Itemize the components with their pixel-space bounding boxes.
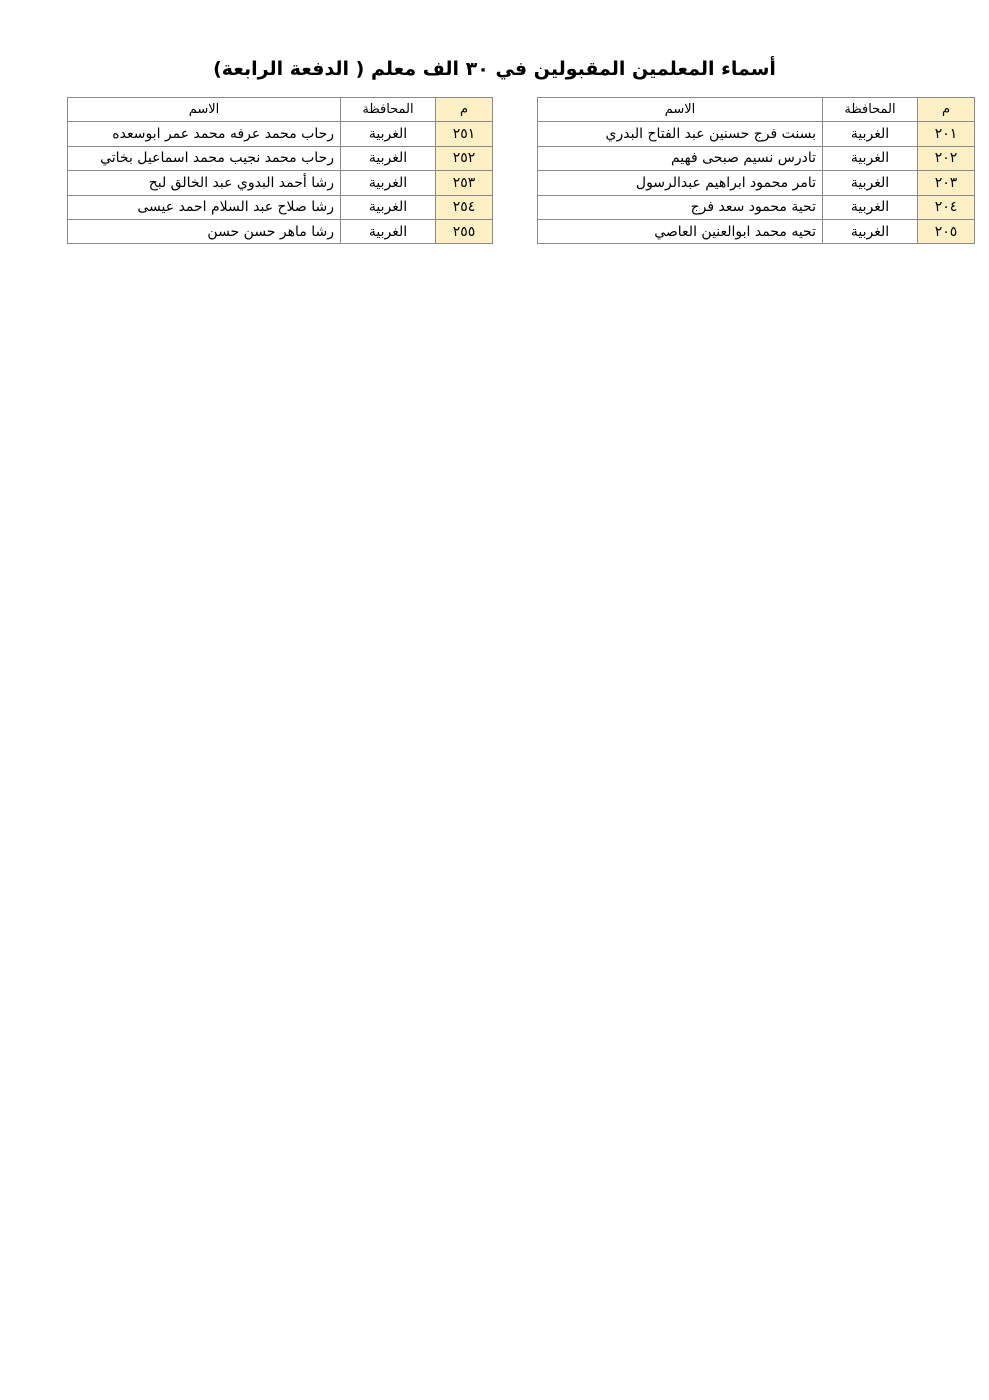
table-row: [538, 171, 975, 195]
row-name: تحيه محمد ابوالعنين العاصي: [538, 219, 823, 243]
table-row: [68, 146, 493, 170]
row-number: ٢٥٤: [436, 195, 493, 219]
row-name: تامر محمود ابراهيم عبدالرسول: [538, 171, 823, 195]
row-name: تحية محمود سعد فرج: [538, 195, 823, 219]
row-governorate: الغربية: [823, 122, 918, 146]
num-header: م: [918, 98, 975, 122]
row-governorate: الغربية: [823, 195, 918, 219]
row-governorate: الغربية: [341, 146, 436, 170]
row-number: ٢٠٣: [918, 171, 975, 195]
table-row: [538, 195, 975, 219]
left-table: [67, 97, 493, 244]
row-governorate: الغربية: [341, 122, 436, 146]
right-table: [537, 97, 975, 244]
table-row: [538, 122, 975, 146]
table-row: [68, 171, 493, 195]
row-name: رحاب محمد عرفه محمد عمر ابوسعده: [68, 122, 341, 146]
row-number: ٢٠٤: [918, 195, 975, 219]
governorate-header: المحافظة: [341, 98, 436, 122]
row-name: رشا أحمد البدوي عبد الخالق لبح: [68, 171, 341, 195]
row-name: رشا ماهر حسن حسن: [68, 219, 341, 243]
row-name: رحاب محمد نجيب محمد اسماعيل بخاتي: [68, 146, 341, 170]
row-name: رشا صلاح عبد السلام احمد عيسى: [68, 195, 341, 219]
row-governorate: الغربية: [341, 195, 436, 219]
table-header-row: [538, 98, 975, 122]
row-governorate: الغربية: [341, 219, 436, 243]
row-number: ٢٥٣: [436, 171, 493, 195]
row-number: ٢٥١: [436, 122, 493, 146]
row-number: ٢٠٥: [918, 219, 975, 243]
row-governorate: الغربية: [341, 171, 436, 195]
page-title: أسماء المعلمين المقبولين في ٣٠ الف معلم ( الدفعة الرابعة): [213, 58, 776, 80]
row-number: ٢٥٥: [436, 219, 493, 243]
row-governorate: الغربية: [823, 171, 918, 195]
row-name: تادرس نسيم صبحى فهيم: [538, 146, 823, 170]
row-name: بسنت فرج حسنين عبد الفتاح البدري: [538, 122, 823, 146]
name-header: الاسم: [538, 98, 823, 122]
row-governorate: الغربية: [823, 219, 918, 243]
table-row: [68, 122, 493, 146]
table-row: [68, 219, 493, 243]
row-number: ٢٥٢: [436, 146, 493, 170]
row-number: ٢٠٢: [918, 146, 975, 170]
table-row: [538, 219, 975, 243]
table-row: [538, 146, 975, 170]
table-row: [68, 195, 493, 219]
name-header: الاسم: [68, 98, 341, 122]
row-governorate: الغربية: [823, 146, 918, 170]
num-header: م: [436, 98, 493, 122]
row-number: ٢٠١: [918, 122, 975, 146]
governorate-header: المحافظة: [823, 98, 918, 122]
table-header-row: [68, 98, 493, 122]
